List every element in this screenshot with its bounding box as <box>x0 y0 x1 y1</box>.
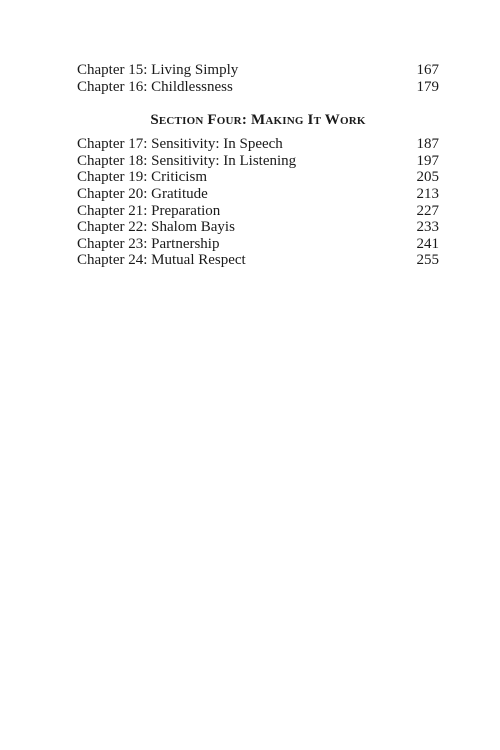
chapter-title: Chapter 22: Shalom Bayis <box>77 219 235 236</box>
section-heading: Section Four: Making It Work <box>150 112 366 129</box>
page-number: 167 <box>416 62 439 78</box>
toc-entry-chapter-22 <box>77 219 439 236</box>
toc-entry-chapter-21 <box>77 203 439 220</box>
toc-entry-chapter-23 <box>77 236 439 253</box>
page-number: 227 <box>416 202 439 219</box>
toc-entry-chapter-24 <box>77 252 439 269</box>
chapter-title: Chapter 16: Childlessness <box>77 78 233 95</box>
chapter-title: Chapter 19: Criticism <box>77 169 207 186</box>
toc-entry-chapter-19 <box>77 169 439 186</box>
chapter-title: Chapter 15: Living Simply <box>77 62 239 78</box>
page-number: 187 <box>416 136 439 153</box>
page-number: 255 <box>416 252 439 269</box>
table-of-contents <box>77 62 439 269</box>
page-number: 179 <box>416 78 439 95</box>
chapter-title: Chapter 17: Sensitivity: In Speech <box>77 136 283 153</box>
page-number: 205 <box>416 169 439 186</box>
chapter-title: Chapter 20: Gratitude <box>77 185 208 202</box>
toc-entry-chapter-20 <box>77 186 439 203</box>
chapter-title: Chapter 18: Sensitivity: In Listening <box>77 152 297 169</box>
toc-entry-chapter-18 <box>77 153 439 170</box>
page-number: 213 <box>416 185 439 202</box>
toc-entry-chapter-16 <box>77 79 439 96</box>
chapter-title: Chapter 21: Preparation <box>77 202 221 219</box>
page-number: 241 <box>416 235 439 252</box>
page-number: 233 <box>416 219 439 236</box>
chapter-title: Chapter 24: Mutual Respect <box>77 252 246 269</box>
toc-entry-chapter-15 <box>77 62 439 79</box>
chapter-title: Chapter 23: Partnership <box>77 235 220 252</box>
page-number: 197 <box>416 152 439 169</box>
toc-entry-chapter-17 <box>77 136 439 153</box>
